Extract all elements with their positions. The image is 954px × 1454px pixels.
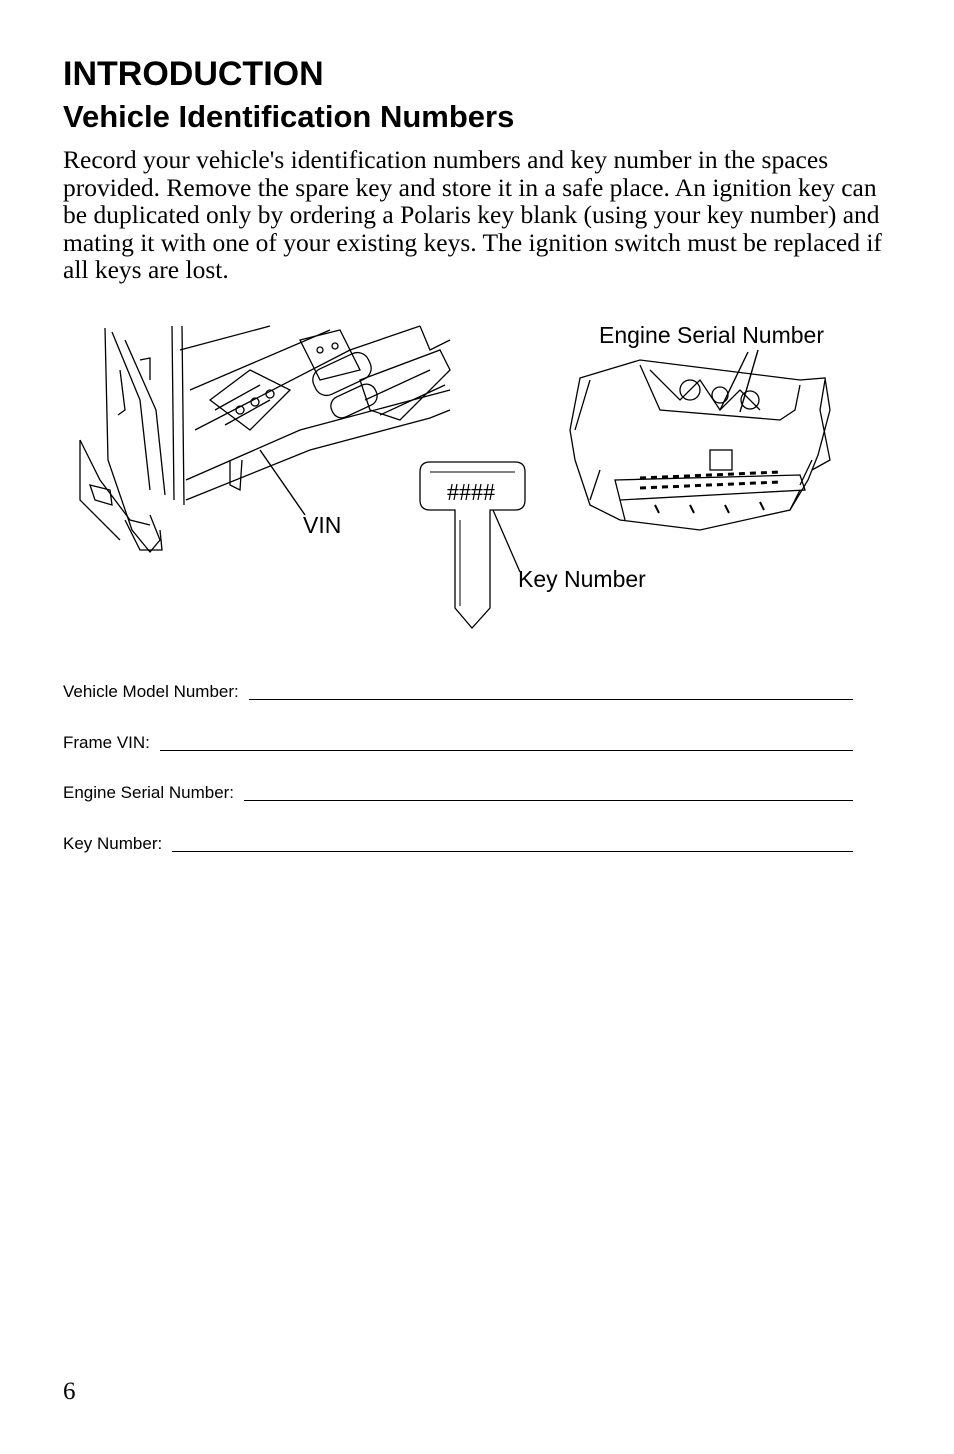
vin-callout: VIN (303, 512, 342, 538)
intro-paragraph: Record your vehicle's identification numbers and key number in the spaces provided. Remove the spare key and store it in a safe place. An ignition key can be duplicated only by ordering a Polaris key blank (using your key number) and mating it with one of your existing keys. The ignition switch must be replaced if all keys are lost. (63, 145, 882, 285)
engine-serial-number-row (63, 781, 853, 803)
frame-vin-row (63, 731, 853, 753)
key-number-field[interactable] (172, 837, 853, 852)
page-heading: INTRODUCTION (63, 55, 324, 93)
frame-vin-field[interactable] (160, 736, 853, 751)
key-number-label: Key Number: (63, 834, 163, 853)
key-code-label: #### (447, 480, 495, 506)
vehicle-model-number-label: Vehicle Model Number: (63, 682, 239, 701)
vehicle-model-number-field[interactable] (249, 685, 853, 700)
engine-serial-number-label: Engine Serial Number: (63, 783, 235, 802)
frame-drawing (80, 326, 450, 552)
page-number: 6 (63, 1378, 76, 1405)
section-title: Vehicle Identification Numbers (63, 99, 515, 134)
frame-vin-label: Frame VIN: (63, 733, 150, 752)
vehicle-model-number-row (63, 680, 853, 702)
engine-bay-drawing (570, 350, 830, 530)
key-number-row (63, 832, 853, 854)
vin-location-figure (0, 310, 954, 650)
engine-serial-callout: Engine Serial Number (599, 322, 825, 348)
key-number-callout: Key Number (518, 566, 646, 592)
engine-serial-number-field[interactable] (244, 786, 853, 801)
